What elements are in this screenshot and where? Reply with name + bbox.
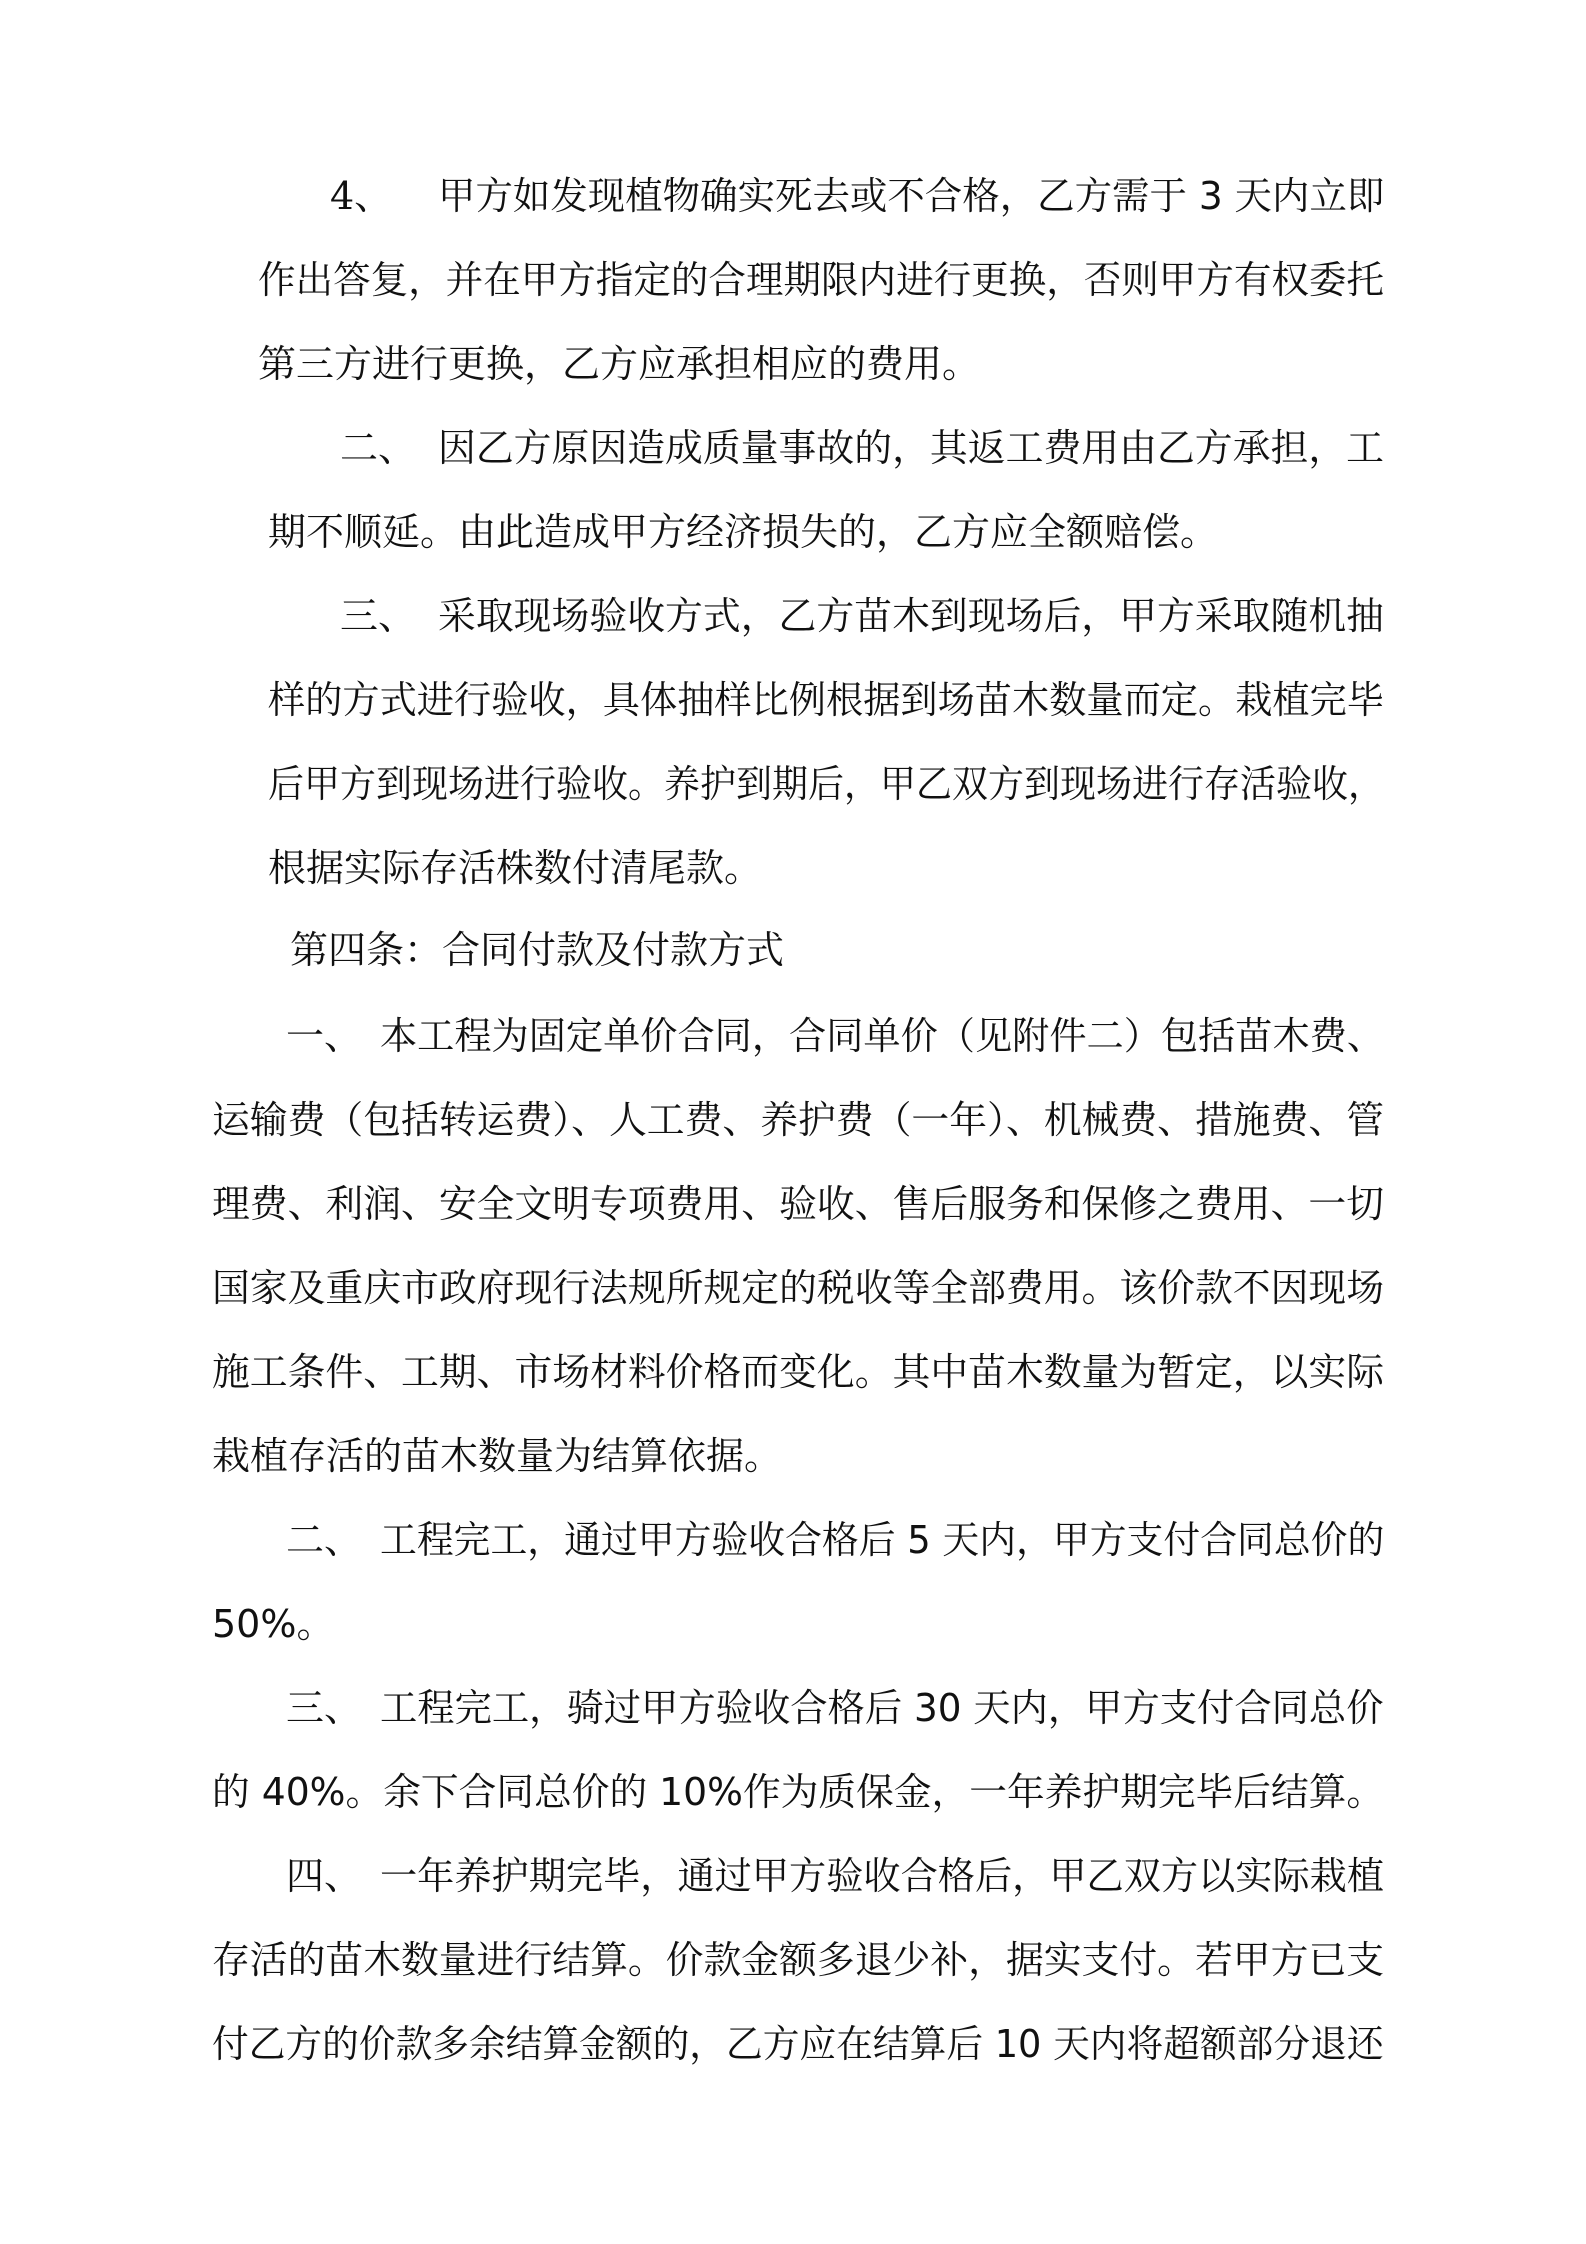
payment-clause-marker: 三、 bbox=[286, 1686, 363, 1730]
payment-text-line: 施工条件、工期、市场材料价格而变化。其中苗木数量为暂定，以实际 bbox=[212, 1350, 1385, 1394]
payment-text-line: 理费、利润、安全文明专项费用、验收、售后服务和保修之费用、一切 bbox=[212, 1182, 1385, 1226]
payment-text-line: 栽植存活的苗木数量为结算依据。 bbox=[212, 1434, 783, 1478]
payment-clause-marker: 一、 bbox=[286, 1014, 363, 1058]
clause-text-line: 采取现场验收方式，乙方苗木到现场后，甲方采取随机抽 bbox=[438, 594, 1385, 638]
clause-text-line: 作出答复，并在甲方指定的合理期限内进行更换，否则甲方有权委托 bbox=[258, 258, 1385, 302]
clause-text-line: 因乙方原因造成质量事故的，其返工费用由乙方承担，工 bbox=[438, 426, 1385, 470]
clause-text-line: 第三方进行更换，乙方应承担相应的费用。 bbox=[258, 342, 981, 386]
payment-text-line: 本工程为固定单价合同，合同单价（见附件二）包括苗木费、 bbox=[380, 1014, 1385, 1058]
clause-text-line: 根据实际存活株数付清尾款。 bbox=[268, 846, 763, 890]
payment-text-line: 工程完工，通过甲方验收合格后 5 天内，甲方支付合同总价的 bbox=[380, 1518, 1385, 1562]
clause-marker: 4、 bbox=[330, 174, 393, 218]
clause-text-line: 甲方如发现植物确实死去或不合格，乙方需于 3 天内立即 bbox=[438, 174, 1385, 218]
payment-text-line: 运输费（包括转运费）、人工费、养护费（一年）、机械费、措施费、管 bbox=[212, 1098, 1385, 1142]
payment-text-line: 一年养护期完毕，通过甲方验收合格后，甲乙双方以实际栽植 bbox=[380, 1854, 1385, 1898]
payment-text-line: 存活的苗木数量进行结算。价款金额多退少补，据实支付。若甲方已支 bbox=[212, 1938, 1385, 1982]
section-heading: 第四条：合同付款及付款方式 bbox=[290, 928, 785, 972]
clause-text-line: 期不顺延。由此造成甲方经济损失的，乙方应全额赔偿。 bbox=[268, 510, 1219, 554]
clause-text-line: 后甲方到现场进行验收。养护到期后，甲乙双方到现场进行存活验收， bbox=[268, 762, 1385, 806]
payment-text-line: 国家及重庆市政府现行法规所规定的税收等全部费用。该价款不因现场 bbox=[212, 1266, 1385, 1310]
clause-marker: 三、 bbox=[340, 594, 417, 638]
payment-text-line: 付乙方的价款多余结算金额的，乙方应在结算后 10 天内将超额部分退还 bbox=[212, 2022, 1384, 2066]
clause-text-line: 样的方式进行验收，具体抽样比例根据到场苗木数量而定。栽植完毕 bbox=[268, 678, 1385, 722]
clause-marker: 二、 bbox=[340, 426, 417, 470]
payment-text-line: 50%。 bbox=[212, 1602, 335, 1646]
payment-text-line: 工程完工，骑过甲方验收合格后 30 天内，甲方支付合同总价 bbox=[380, 1686, 1384, 1730]
payment-clause-marker: 二、 bbox=[286, 1518, 363, 1562]
payment-clause-marker: 四、 bbox=[286, 1854, 363, 1898]
payment-text-line: 的 40%。余下合同总价的 10%作为质保金，一年养护期完毕后结算。 bbox=[212, 1770, 1385, 1814]
